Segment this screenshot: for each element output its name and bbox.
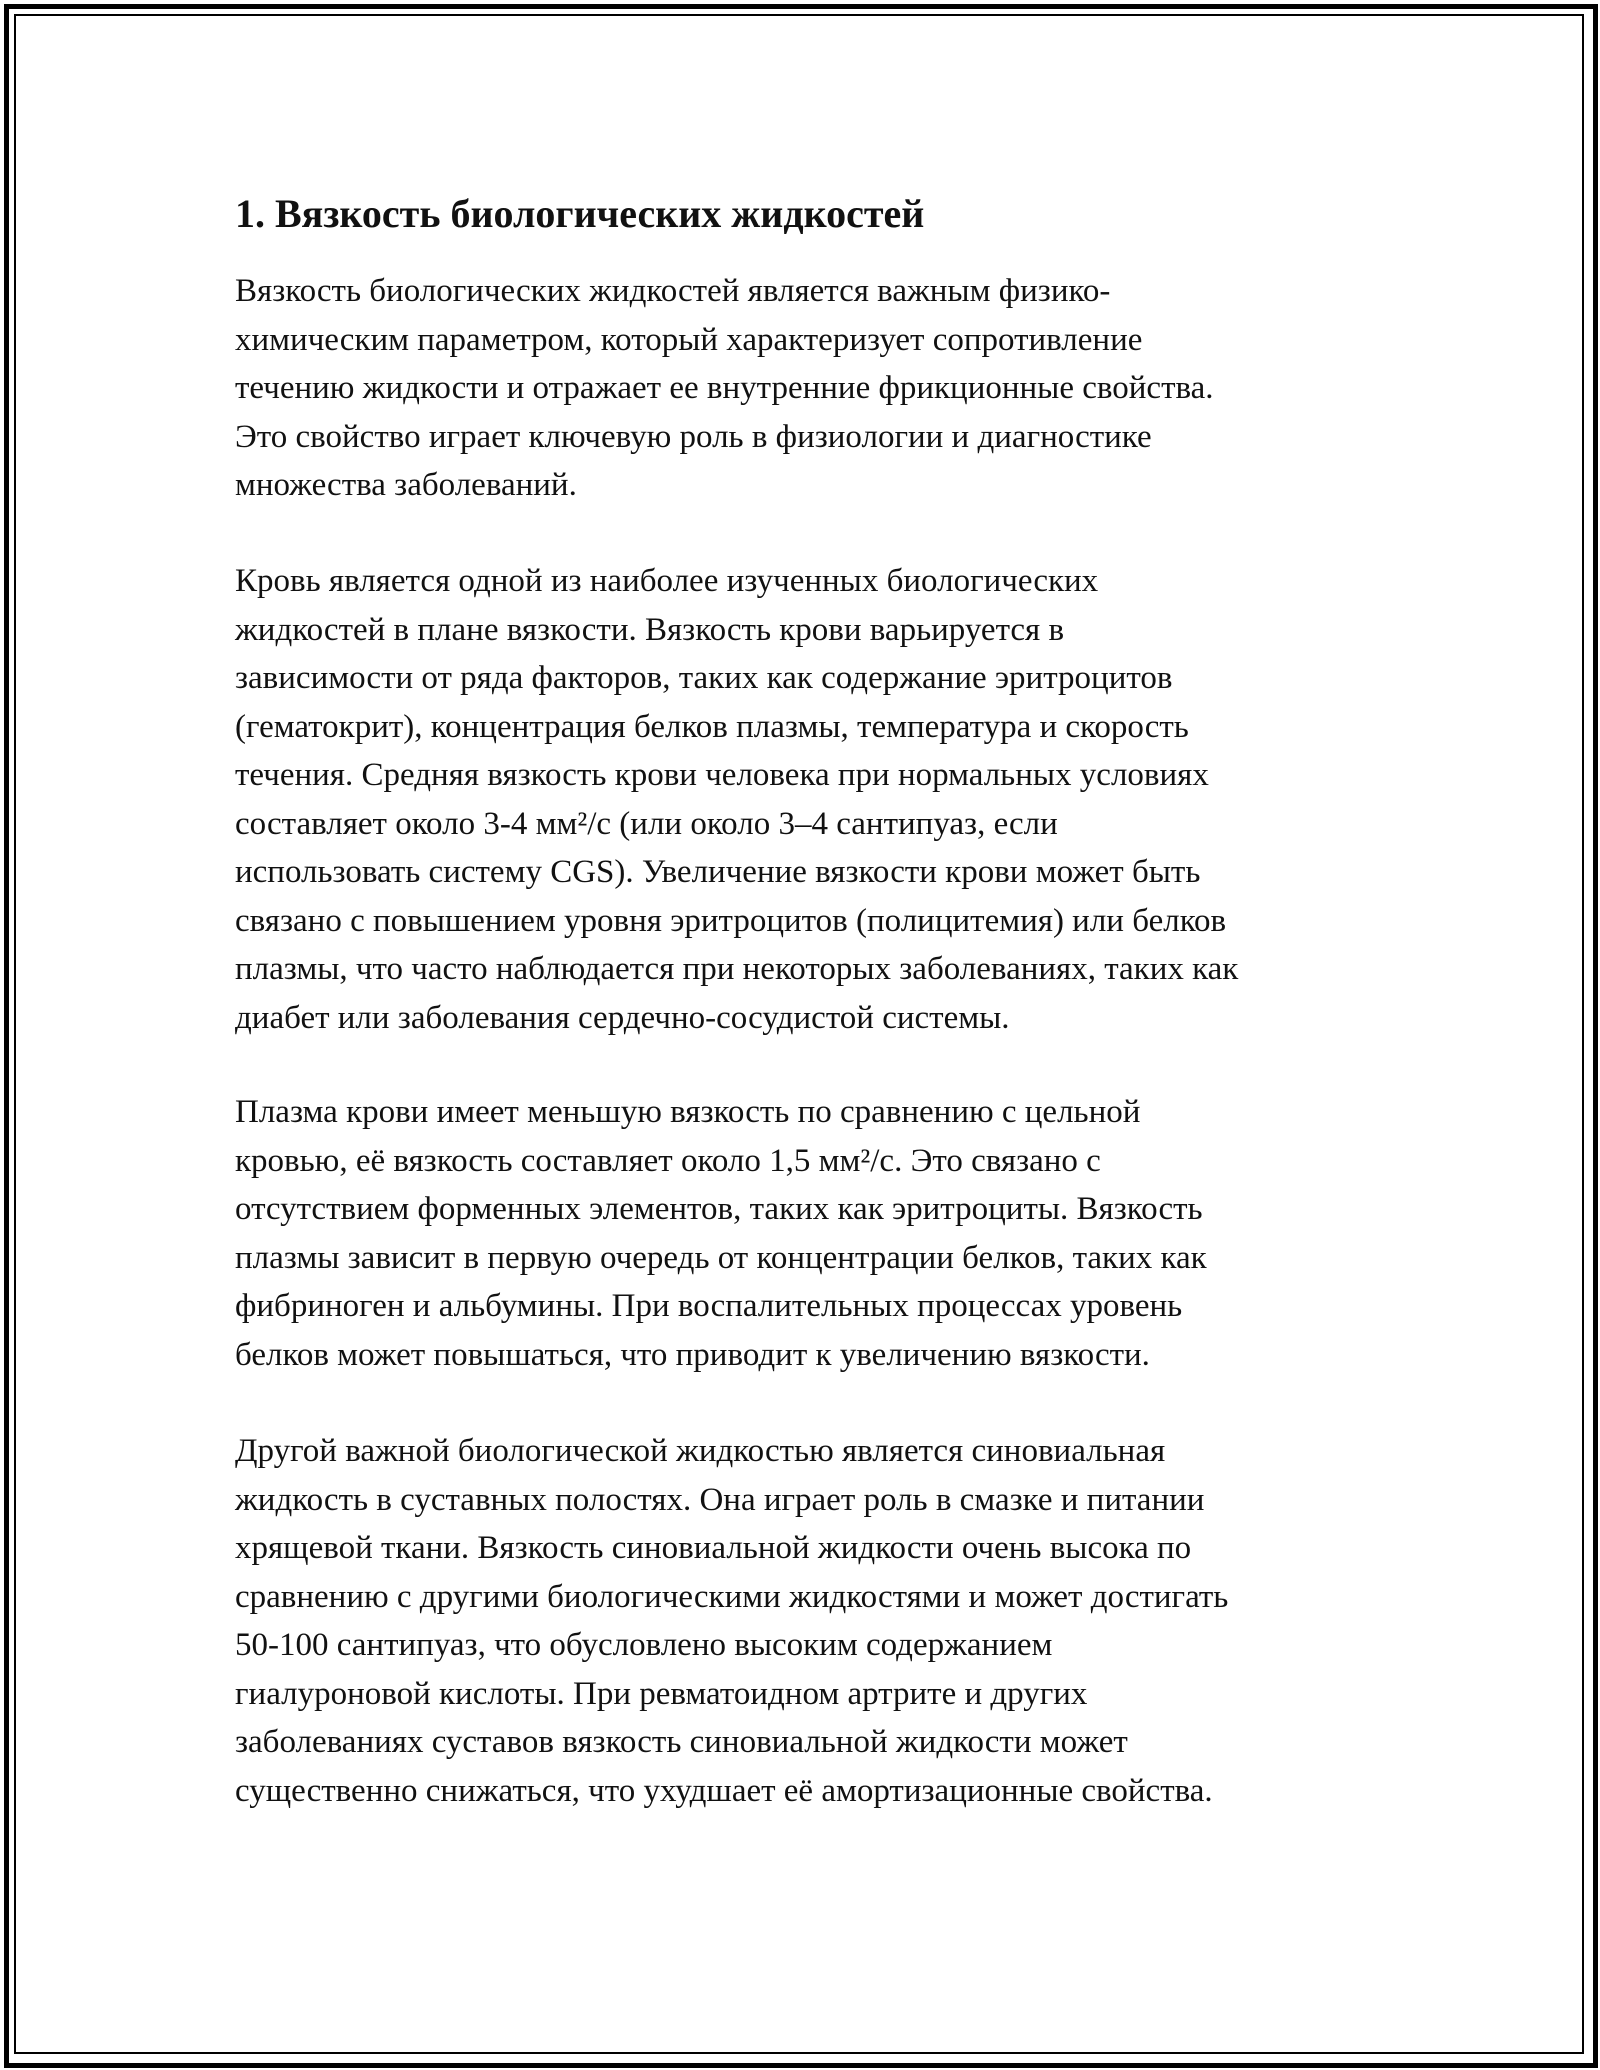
paragraph-synovial: Другой важной биологической жидкостью является синовиальная жидкость в суставных полостях. Она играет роль в смазке и питании хрящевой ткани. Вязкость синовиальной жидкости очень высока по сравнению с другими биологическими жидкостями и может достигать 50-100 сантипуаз, что обусловлено высоким содержанием гиалуроновой кислоты. При ревматоидном артрите и других заболеваниях суставов вязкость синовиальной жидкости может существенно снижаться, что ухудшает её амортизационные свойства.: [235, 1433, 1229, 1809]
section-title: 1. Вязкость биологических жидкостей: [235, 191, 925, 236]
paragraph-intro: Вязкость биологических жидкостей является важным физико- химическим параметром, который характеризует сопротивление течению жидкости и отражает ее внутренние фрикционные свойства. Это свойство играет ключевую роль в физиологии и диагностике множества заболеваний.: [235, 273, 1214, 503]
paragraph-blood: Кровь является одной из наиболее изученных биологических жидкостей в плане вязкости. Вязкость крови варьируется в зависимости от ряда факторов, таких как содержание эритроцитов (гематокрит), концентрация белков плазмы, температура и скорость течения. Средняя вязкость крови человека при нормальных условиях составляет около 3-4 мм²/с (или около 3–4 сантипуаз, если использовать систему CGS). Увеличение вязкости крови может быть связано с повышением уровня эритроцитов (полицитемия) или белков плазмы, что часто наблюдается при некоторых заболеваниях, таких как диабет или заболевания сердечно-сосудистой системы.: [235, 563, 1239, 1036]
paragraph-plasma: Плазма крови имеет меньшую вязкость по сравнению с цельной кровью, её вязкость составляет около 1,5 мм²/с. Это связано с отсутствием форменных элементов, таких как эритроциты. Вязкость плазмы зависит в первую очередь от концентрации белков, таких как фибриноген и альбумины. При воспалительных процессах уровень белков может повышаться, что приводит к увеличению вязкости.: [235, 1094, 1207, 1373]
